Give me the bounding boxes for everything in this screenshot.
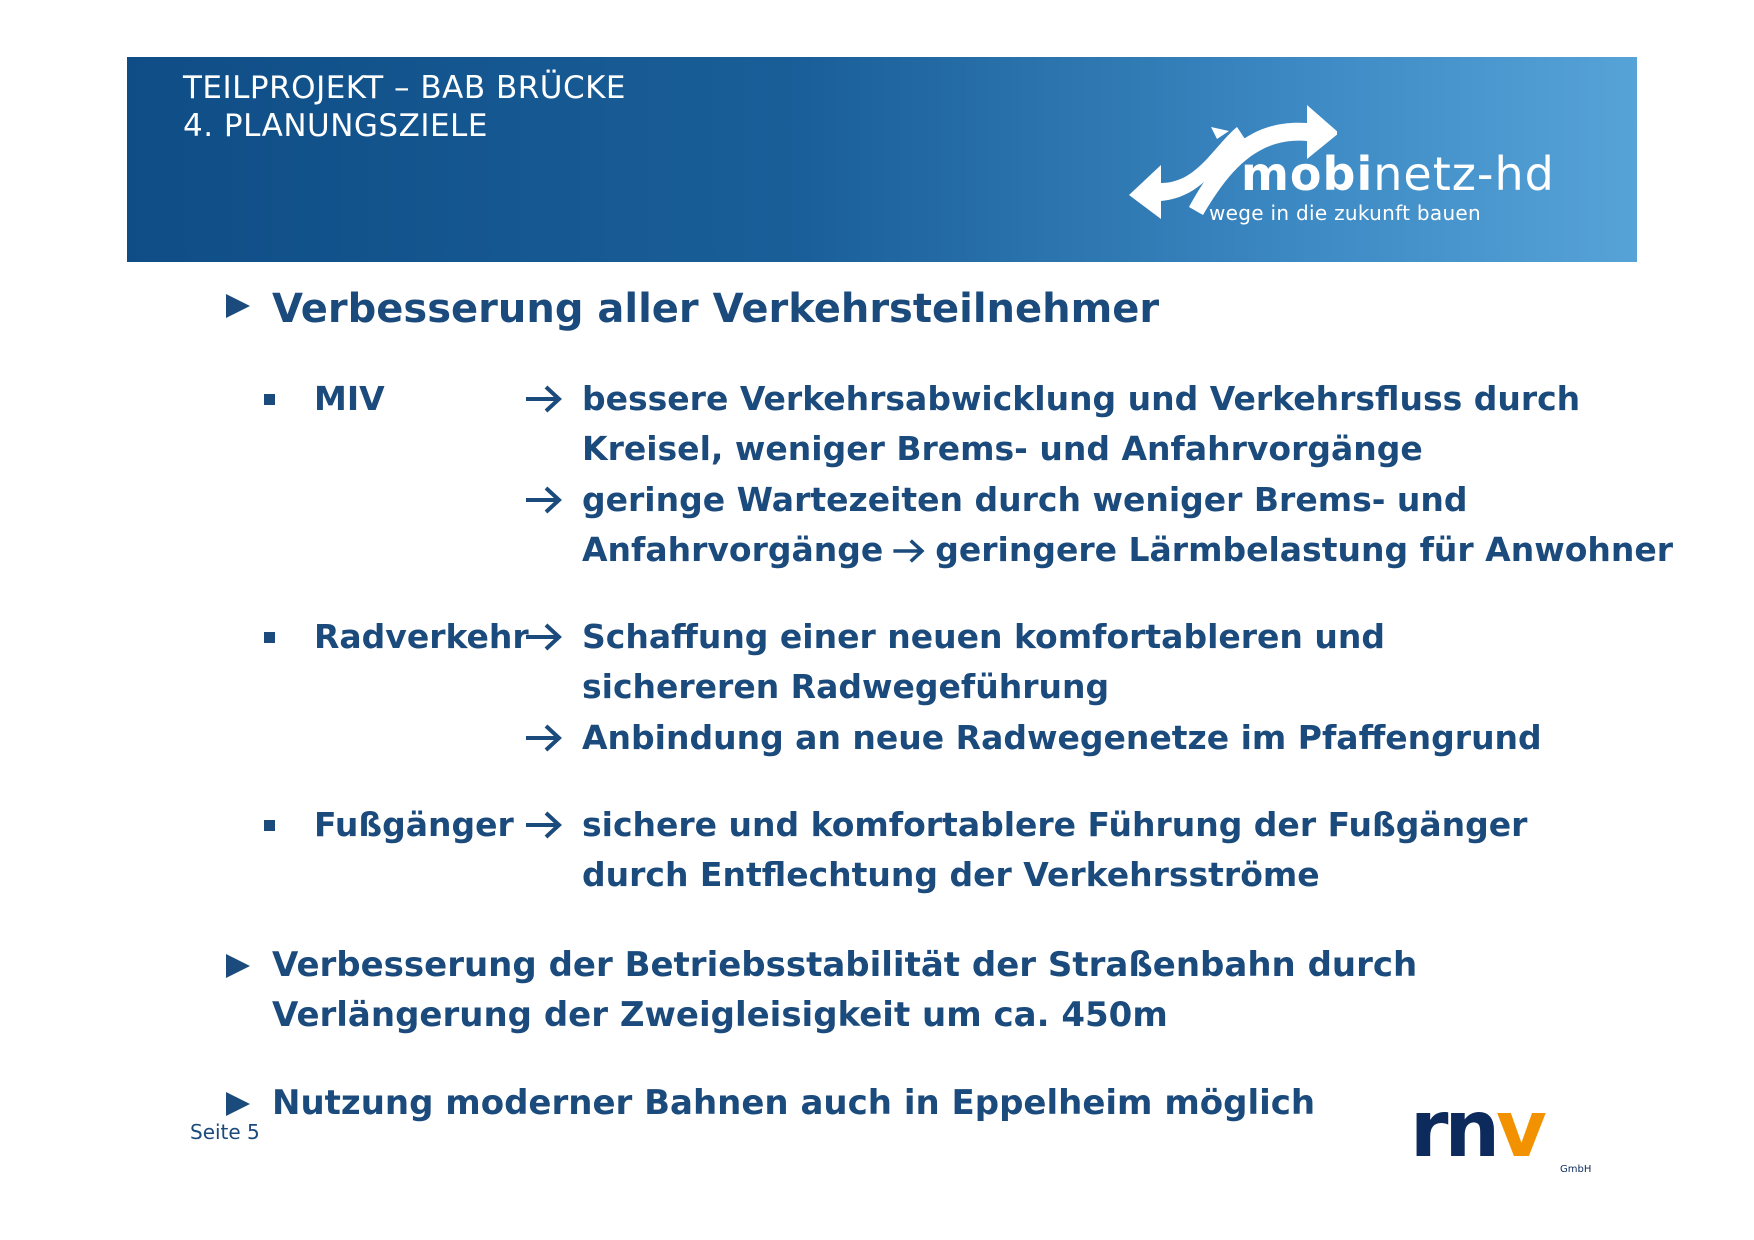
header-title-line2: 4. PLANUNGSZIELE	[183, 108, 488, 144]
miv-line-3: geringe Wartezeiten durch weniger Brems- und	[582, 480, 1468, 519]
arrow-right-icon	[889, 538, 929, 564]
arrow-right-icon	[524, 485, 564, 515]
group-label-radverkehr: Radverkehr	[314, 617, 529, 656]
arrow-right-icon	[524, 384, 564, 414]
logo-tagline: wege in die zukunft bauen	[1209, 201, 1482, 225]
miv-line-4-b: geringere Lärmbelastung für Anwohner	[935, 530, 1674, 569]
header-title-line1: TEILPROJEKT – BAB BRÜCKE	[183, 70, 627, 106]
section2-line2: Verlängerung der Zweigleisigkeit um ca. 450m	[272, 995, 1168, 1035]
group-label-fussgaenger: Fußgänger	[314, 805, 514, 844]
fuss-line-2: durch Entflechtung der Verkehrsströme	[582, 855, 1320, 894]
rnv-logo-text	[1410, 1100, 1546, 1175]
rnv-logo	[1410, 1100, 1600, 1190]
logo-wordmark-rest: netz-hd	[1373, 147, 1555, 201]
logo-wordmark-bold: mobi	[1241, 147, 1374, 201]
section1-heading: Verbesserung aller Verkehrsteilnehmer	[272, 286, 1160, 332]
square-bullet-icon	[264, 820, 275, 831]
miv-line-2: Kreisel, weniger Brems- und Anfahrvorgänge	[582, 429, 1423, 468]
page-number: Seite 5	[190, 1120, 260, 1144]
miv-line-4-a: Anfahrvorgänge	[582, 530, 884, 569]
arrow-right-icon	[524, 723, 564, 753]
triangle-bullet-icon	[226, 954, 250, 978]
triangle-bullet-icon	[226, 294, 250, 318]
rnv-logo-v: v	[1496, 1100, 1543, 1175]
rad-line-2: sichereren Radwegeführung	[582, 667, 1110, 706]
miv-line-4	[582, 525, 1673, 575]
arrow-right-icon	[524, 622, 564, 652]
section2-line1: Verbesserung der Betriebsstabilität der Straßenbahn durch	[272, 945, 1418, 985]
rad-line-3: Anbindung an neue Radwegenetze im Pfaffengrund	[582, 718, 1542, 757]
square-bullet-icon	[264, 394, 275, 405]
group-label-miv: MIV	[314, 379, 385, 418]
square-bullet-icon	[264, 632, 275, 643]
rad-line-1: Schaffung einer neuen komfortableren und	[582, 617, 1386, 656]
fuss-line-1: sichere und komfortablere Führung der Fußgänger	[582, 805, 1528, 844]
miv-line-1: bessere Verkehrsabwicklung und Verkehrsfluss durch	[582, 379, 1581, 418]
section3-line1: Nutzung moderner Bahnen auch in Eppelheim möglich	[272, 1083, 1316, 1123]
rnv-logo-gmbh: GmbH	[1560, 1164, 1592, 1175]
rnv-logo-rn: rn	[1410, 1100, 1496, 1175]
arrow-right-icon	[524, 810, 564, 840]
triangle-bullet-icon	[226, 1092, 250, 1116]
